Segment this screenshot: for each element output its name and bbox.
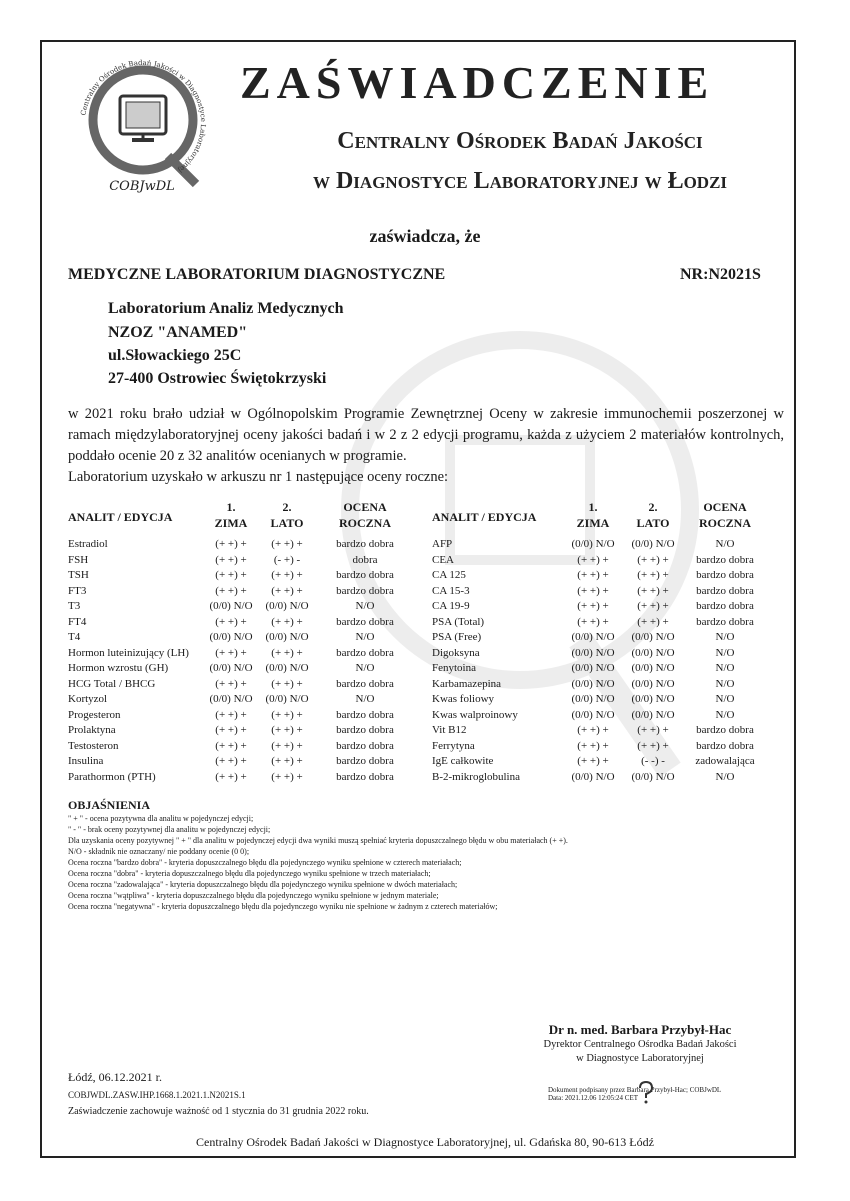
edition-1-result: (+ +) + (215, 755, 247, 767)
table-row (0, 692, 850, 708)
edition-2-result: (0/0) N/O (631, 662, 675, 674)
body-paragraph (68, 404, 784, 488)
explanations-title: OBJAŚNIENIA (68, 798, 151, 812)
edition-2-result: (0/0) N/O (631, 538, 675, 550)
table-row (0, 630, 850, 646)
signature-block (480, 1022, 800, 1066)
edition-1-result: (0/0) N/O (571, 646, 615, 659)
edition-1-result: (+ +) + (577, 615, 609, 628)
annual-rating: N/O (715, 693, 735, 705)
body-line-1: w 2021 roku brało udział w Ogólnopolskim Programie Zewnętrznej Oceny w zakresie immunochemii poszerzonej w ramach międzylaboratoryjnej oceny jakości badań i w 2 z 2 edycji programu, każda z użyciem 2 materiałów kontrolnych, poddało ocenie 20 z 32 analitów ocenianych w programie. (68, 406, 784, 464)
analyte-name: PSA (Total) (432, 615, 485, 628)
analyte-name: CA 125 (432, 569, 466, 581)
header-ed1-num: 1. (226, 500, 236, 514)
edition-1-result: (0/0) N/O (571, 770, 615, 783)
analyte-name: TSH (68, 569, 89, 581)
analyte-name: Fenytoina (432, 662, 476, 674)
note-line: Ocena roczna "negatywna" - kryteria dopuszczalnego błędu dla pojedynczego wyniku nie spełnione w żadnym z czterech materiałów; (68, 902, 498, 911)
annual-rating: bardzo dobra (696, 553, 754, 566)
digital-signature-line-2: Data: 2021.12.06 12:05:24 CET (548, 1094, 639, 1102)
annual-rating: N/O (715, 708, 735, 721)
analyte-name: B-2-mikroglobulina (432, 770, 520, 783)
annual-rating: N/O (715, 677, 735, 690)
reference-number: COBJWDL.ZASW.IHP.1668.1.2021.1.N2021S.1 (68, 1090, 246, 1100)
analyte-name: T3 (68, 600, 81, 612)
analyte-name: Vit B12 (432, 724, 467, 736)
table-row (0, 739, 850, 755)
address-line: ul.Słowackiego 25C (108, 347, 242, 364)
header-rating-1: OCENA (343, 500, 387, 514)
header-ed1-num: 1. (588, 500, 598, 514)
edition-1-result: (0/0) N/O (571, 538, 615, 550)
body-line-2: Laboratorium uzyskało w arkuszu nr 1 następujące oceny roczne: (68, 469, 449, 485)
annual-rating: N/O (715, 662, 735, 674)
edition-1-result: (+ +) + (577, 600, 609, 612)
analyte-name: AFP (432, 538, 453, 550)
header-analyte: ANALIT / EDYCJA (432, 510, 537, 524)
org-line-1: Centralny Ośrodek Badań Jakości (337, 128, 703, 154)
note-line: " - " - brak oceny pozytywnej dla analitu w pojedynczej edycji; (68, 825, 271, 834)
analyte-name: Testosteron (68, 739, 119, 752)
edition-2-result: (+ +) + (637, 724, 669, 736)
edition-1-result: (+ +) + (215, 615, 247, 628)
analyte-name: Parathormon (PTH) (68, 770, 156, 783)
edition-1-result: (+ +) + (577, 569, 609, 581)
header-ed2-num: 2. (648, 500, 658, 514)
annual-rating: N/O (715, 538, 735, 550)
edition-1-result: (0/0) N/O (209, 631, 253, 643)
edition-2-result: (0/0) N/O (631, 708, 675, 721)
annual-rating: N/O (355, 631, 375, 643)
annual-rating: bardzo dobra (336, 584, 394, 597)
edition-2-result: (0/0) N/O (631, 693, 675, 705)
edition-1-result: (0/0) N/O (571, 677, 615, 690)
edition-1-result: (0/0) N/O (209, 662, 253, 674)
annual-rating: N/O (715, 646, 735, 659)
edition-1-result: (0/0) N/O (571, 708, 615, 721)
annual-rating: bardzo dobra (696, 600, 754, 612)
edition-1-result: (+ +) + (215, 770, 247, 783)
digital-signature (548, 1086, 788, 1102)
edition-2-result: (+ +) + (271, 708, 303, 721)
certifies-text: zaświadcza, że (369, 226, 481, 246)
edition-2-result: (+ +) + (271, 724, 303, 736)
edition-1-result: (+ +) + (215, 584, 247, 597)
table-row (0, 708, 850, 724)
edition-2-result: (+ +) + (637, 739, 669, 752)
analyte-name: Prolaktyna (68, 724, 116, 736)
header-ed2: LATO (636, 516, 670, 530)
annual-rating: N/O (355, 600, 375, 612)
footer-address: Centralny Ośrodek Badań Jakości w Diagnostyce Laboratoryjnej, ul. Gdańska 80, 90-613 Łódź (196, 1135, 654, 1149)
analyte-name: Kortyzol (68, 693, 108, 705)
note-line: Ocena roczna "dobra" - kryteria dopuszczalnego błędu dla pojedynczego wyniku spełnione w trzech materiałach; (68, 869, 431, 878)
edition-1-result: (0/0) N/O (571, 662, 615, 674)
edition-2-result: (+ +) + (637, 615, 669, 628)
signatory-role-2: w Diagnostyce Laboratoryjnej (576, 1053, 704, 1064)
edition-2-result: (+ +) + (271, 677, 303, 690)
header-ed1: ZIMA (576, 516, 610, 530)
annual-rating: bardzo dobra (336, 615, 394, 628)
edition-1-result: (+ +) + (215, 553, 247, 566)
lab-type: MEDYCZNE LABORATORIUM DIAGNOSTYCZNE (68, 266, 446, 283)
address-line: Laboratorium Analiz Medycznych (108, 300, 344, 317)
table-row (0, 615, 850, 631)
analyte-name: PSA (Free) (432, 631, 482, 643)
edition-2-result: (+ +) + (271, 615, 303, 628)
edition-2-result: (+ +) + (637, 600, 669, 612)
place-date: Łódź, 06.12.2021 r. (68, 1070, 162, 1084)
edition-1-result: (+ +) + (577, 584, 609, 597)
annual-rating: bardzo dobra (336, 538, 394, 550)
edition-1-result: (+ +) + (215, 538, 247, 550)
note-line: Ocena roczna "zadowalająca" - kryteria dopuszczalnego błędu dla pojedynczego wyniku spełnione w dwóch materiałach; (68, 880, 458, 889)
logo-text: COBJwDL (109, 179, 175, 194)
edition-1-result: (+ +) + (577, 739, 609, 752)
annual-rating: N/O (715, 770, 735, 783)
cobjwdl-logo (68, 48, 218, 198)
analyte-name: Kwas walproinowy (432, 708, 518, 721)
analyte-name: Insulina (68, 755, 104, 767)
analyte-name: HCG Total / BHCG (68, 677, 156, 690)
note-line: Ocena roczna "bardzo dobra" - kryteria dopuszczalnego błędu dla pojedynczego wyniku spełnione w czterech materiałach; (68, 858, 462, 867)
edition-2-result: (+ +) + (271, 755, 303, 767)
edition-2-result: (+ +) + (271, 646, 303, 659)
analyte-name: FT4 (68, 615, 87, 628)
address-line: 27-400 Ostrowiec Świętokrzyski (108, 370, 327, 387)
edition-2-result: (+ +) + (271, 770, 303, 783)
edition-1-result: (+ +) + (577, 755, 609, 767)
table-row (0, 553, 850, 569)
table-row (0, 754, 850, 770)
edition-2-result: (0/0) N/O (631, 677, 675, 690)
digital-signature-line-1: Dokument podpisany przez Barbara Przybył-Hac; COBJwDL (548, 1086, 722, 1094)
org-line-2: w Diagnostyce Laboratoryjnej w Łodzi (312, 168, 728, 194)
annual-rating: bardzo dobra (696, 584, 754, 597)
question-mark-icon (636, 1080, 656, 1106)
table-row (0, 770, 850, 786)
analyte-name: CA 19-9 (432, 600, 470, 612)
edition-1-result: (+ +) + (215, 677, 247, 690)
annual-rating: bardzo dobra (336, 755, 394, 767)
validity-text: Zaświadczenie zachowuje ważność od 1 stycznia do 31 grudnia 2022 roku. (68, 1106, 369, 1117)
annual-rating: bardzo dobra (336, 677, 394, 690)
table-row (0, 537, 850, 553)
edition-2-result: (+ +) + (271, 538, 303, 550)
edition-1-result: (+ +) + (215, 708, 247, 721)
annual-rating: bardzo dobra (696, 615, 754, 628)
analyte-name: Ferrytyna (432, 739, 475, 752)
annual-rating: bardzo dobra (336, 724, 394, 736)
edition-2-result: (0/0) N/O (265, 662, 309, 674)
annual-rating: zadowalająca (695, 755, 755, 767)
edition-1-result: (0/0) N/O (571, 631, 615, 643)
note-line: " + " - ocena pozytywna dla analitu w pojedynczej edycji; (68, 814, 254, 823)
annual-rating: bardzo dobra (336, 770, 394, 783)
analyte-name: IgE całkowite (432, 755, 494, 767)
lab-number: NR:N2021S (680, 266, 761, 283)
edition-2-result: (+ +) + (637, 553, 669, 566)
annual-rating: bardzo dobra (336, 708, 394, 721)
header-rating-1: OCENA (703, 500, 747, 514)
annual-rating: bardzo dobra (336, 646, 394, 659)
document-title: ZAŚWIADCZENIE (240, 57, 715, 108)
logo-ring-text: Centralny Ośrodek Badań Jakości w Diagnostyce Laboratoryjnej (79, 58, 208, 175)
edition-1-result: (+ +) + (215, 739, 247, 752)
edition-2-result: (0/0) N/O (265, 600, 309, 612)
table-row (0, 677, 850, 693)
analyte-name: Digoksyna (432, 646, 480, 659)
analyte-name: Progesteron (68, 708, 121, 721)
table-row (0, 584, 850, 600)
header-ed2: LATO (270, 516, 304, 530)
edition-2-result: (+ +) + (271, 569, 303, 581)
header-rating-2: ROCZNA (698, 516, 751, 530)
table-row (0, 599, 850, 615)
header-analyte: ANALIT / EDYCJA (68, 510, 173, 524)
annual-rating: bardzo dobra (696, 724, 754, 736)
analyte-name: Kwas foliowy (432, 693, 495, 705)
analyte-name: Karbamazepina (432, 677, 502, 690)
edition-2-result: (+ +) + (271, 739, 303, 752)
analyte-name: FT3 (68, 584, 87, 597)
annual-rating: N/O (355, 662, 375, 674)
table-row (0, 723, 850, 739)
annual-rating: N/O (715, 631, 735, 643)
table-row (0, 661, 850, 677)
table-row (0, 568, 850, 584)
annual-rating: N/O (355, 693, 375, 705)
analyte-name: FSH (68, 553, 89, 566)
edition-1-result: (+ +) + (215, 569, 247, 581)
analyte-name: CA 15-3 (432, 584, 470, 597)
edition-2-result: (+ +) + (637, 584, 669, 597)
analyte-name: CEA (432, 553, 454, 566)
edition-2-result: (- +) - (273, 553, 301, 566)
signatory-role-1: Dyrektor Centralnego Ośrodka Badań Jakości (543, 1039, 737, 1050)
explanations (68, 800, 788, 912)
annual-rating: bardzo dobra (696, 739, 754, 752)
annual-rating: bardzo dobra (696, 569, 754, 581)
edition-2-result: (0/0) N/O (265, 631, 309, 643)
edition-1-result: (+ +) + (577, 724, 609, 736)
annual-rating: bardzo dobra (336, 569, 394, 581)
header-ed2-num: 2. (282, 500, 292, 514)
edition-2-result: (0/0) N/O (631, 770, 675, 783)
address-line: NZOZ "ANAMED" (108, 324, 248, 341)
table-row (0, 646, 850, 662)
edition-2-result: (- -) - (641, 755, 665, 767)
edition-1-result: (0/0) N/O (209, 693, 253, 705)
note-line: Ocena roczna "wątpliwa" - kryteria dopuszczalnego błędu dla pojedynczego wyniku spełnione w jednym materiale; (68, 891, 439, 900)
edition-2-result: (0/0) N/O (631, 631, 675, 643)
analyte-name: Estradiol (68, 538, 108, 550)
edition-1-result: (+ +) + (215, 646, 247, 659)
analyte-name: Hormon luteinizujący (LH) (68, 646, 189, 659)
note-line: N/O - składnik nie oznaczany/ nie poddany ocenie (0 0); (68, 847, 250, 856)
header-rating-2: ROCZNA (338, 516, 391, 530)
edition-2-result: (0/0) N/O (265, 693, 309, 705)
edition-1-result: (+ +) + (577, 553, 609, 566)
edition-1-result: (+ +) + (215, 724, 247, 736)
note-line: Dla uzyskania oceny pozytywnej " + " dla analitu w pojedynczej edycji dwa wyniki muszą spełniać kryteria dopuszczalnego błędu w obu materiałach (+ +). (68, 836, 568, 845)
analyte-name: Hormon wzrostu (GH) (68, 662, 169, 674)
header-ed1: ZIMA (214, 516, 248, 530)
analyte-name: T4 (68, 631, 81, 643)
edition-1-result: (0/0) N/O (209, 600, 253, 612)
annual-rating: bardzo dobra (336, 739, 394, 752)
edition-1-result: (0/0) N/O (571, 693, 615, 705)
annual-rating: dobra (352, 553, 378, 566)
signatory-name: Dr n. med. Barbara Przybył-Hac (548, 1022, 732, 1037)
edition-2-result: (+ +) + (637, 569, 669, 581)
edition-2-result: (+ +) + (271, 584, 303, 597)
edition-2-result: (0/0) N/O (631, 646, 675, 659)
